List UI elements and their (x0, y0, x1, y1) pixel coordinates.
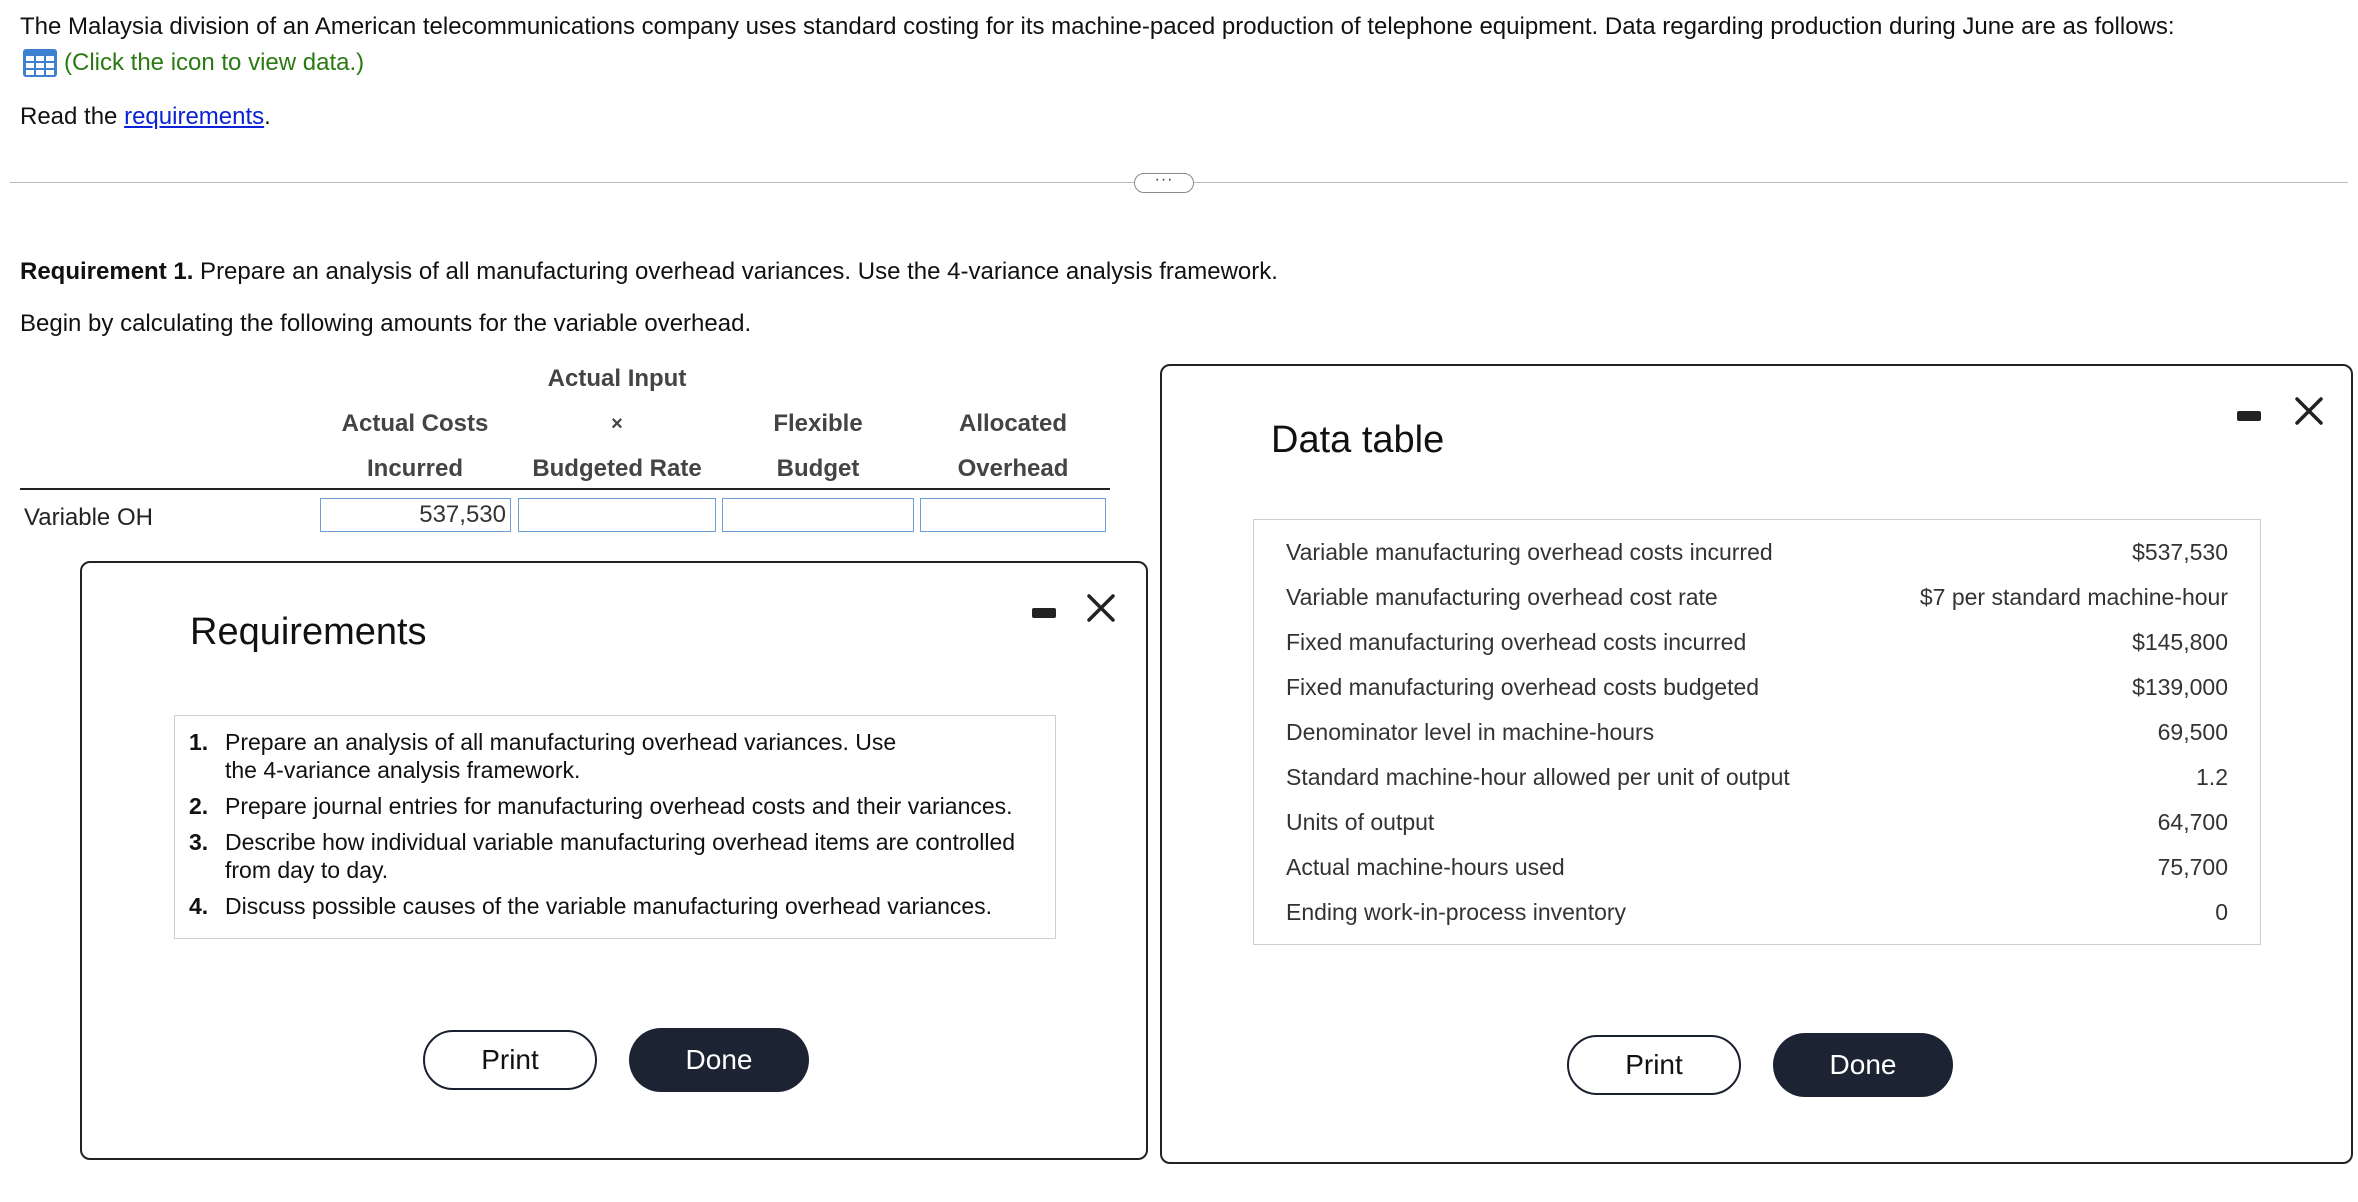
requirements-title: Requirements (190, 611, 427, 653)
header-actual-costs-1: Actual Costs (341, 410, 489, 437)
requirement-item (175, 728, 1055, 784)
data-label: Ending work-in-process inventory (1286, 899, 1627, 925)
data-table-title: Data table (1271, 419, 1445, 461)
requirements-print-button[interactable]: Print (423, 1030, 597, 1090)
data-label: Units of output (1286, 809, 1435, 835)
data-label: Denominator level in machine-hours (1286, 719, 1655, 745)
data-table-box (1253, 519, 2261, 945)
header-allocated-1: Allocated (958, 410, 1068, 437)
header-actual-input-2: × (611, 413, 623, 435)
data-value: $145,800 (2132, 629, 2228, 655)
data-value: 69,500 (2157, 719, 2228, 745)
data-value: $537,530 (2132, 539, 2228, 565)
view-data-text[interactable]: (Click the icon to view data.) (64, 49, 365, 76)
requirements-dialog (80, 561, 1148, 1160)
requirement-line-2: from day to day. (225, 857, 389, 883)
header-actual-input-1: Actual Input (547, 365, 687, 392)
header-flexible-2: Budget (776, 455, 860, 482)
data-label: Variable manufacturing overhead costs incurred (1286, 539, 1773, 565)
flexible-budget-input[interactable] (722, 498, 914, 532)
data-value: 1.2 (2196, 764, 2228, 790)
data-table-dialog (1160, 364, 2353, 1164)
requirement-line: Discuss possible causes of the variable manufacturing overhead variances. (225, 893, 993, 919)
requirement-item (175, 792, 1055, 820)
actual-input-budgeted-rate-input[interactable] (518, 498, 716, 532)
requirements-list (175, 728, 1055, 928)
data-row (1254, 755, 2260, 800)
requirement-line: Prepare journal entries for manufacturing overhead costs and their variances. (225, 793, 1013, 819)
data-row (1254, 710, 2260, 755)
close-icon[interactable] (2292, 394, 2326, 428)
data-value: 64,700 (2157, 809, 2228, 835)
header-allocated-2: Overhead (957, 455, 1069, 482)
table-header-rule (20, 488, 1110, 490)
requirement-num: 3. (189, 829, 209, 855)
requirement-line: Describe how individual variable manufacturing overhead items are controlled (225, 829, 1016, 855)
data-print-button[interactable]: Print (1567, 1035, 1741, 1095)
data-table-icon[interactable] (22, 48, 58, 78)
requirements-done-button[interactable]: Done (629, 1028, 809, 1092)
data-label: Fixed manufacturing overhead costs budgeted (1286, 674, 1760, 700)
requirement-num: 1. (189, 729, 209, 755)
requirement-line: Prepare an analysis of all manufacturing overhead variances. Use (225, 729, 897, 755)
expand-more-button[interactable]: ··· (1134, 173, 1194, 193)
requirement-num: 4. (189, 893, 209, 919)
data-row (1254, 845, 2260, 890)
data-value: 75,700 (2157, 854, 2228, 880)
data-label: Fixed manufacturing overhead costs incurred (1286, 629, 1747, 655)
begin-instruction: Begin by calculating the following amounts for the variable overhead. (20, 310, 752, 337)
requirements-link[interactable]: requirements (124, 103, 265, 130)
requirement-1-label: Requirement 1. (20, 258, 194, 285)
read-suffix: . (264, 103, 271, 130)
requirement-item (175, 892, 1055, 920)
view-data-link[interactable] (22, 46, 364, 80)
requirement-1-body: Prepare an analysis of all manufacturing overhead variances. Use the 4-variance analysis framework. (193, 258, 1278, 285)
minimize-icon[interactable] (2237, 411, 2261, 421)
data-value: $139,000 (2132, 674, 2228, 700)
requirement-line-2: the 4-variance analysis framework. (225, 757, 581, 783)
data-row (1254, 665, 2260, 710)
data-row (1254, 620, 2260, 665)
data-row (1254, 530, 2260, 575)
header-actual-costs-2: Incurred (366, 455, 464, 482)
data-value: $7 per standard machine-hour (1919, 584, 2228, 610)
allocated-overhead-input[interactable] (920, 498, 1106, 532)
data-row (1254, 890, 2260, 935)
read-prefix: Read the (20, 103, 125, 130)
close-icon[interactable] (1084, 591, 1118, 625)
data-row (1254, 800, 2260, 845)
requirement-1-text (20, 255, 1278, 289)
requirements-list-box (174, 715, 1056, 939)
data-label: Variable manufacturing overhead cost rate (1286, 584, 1718, 610)
intro-text: The Malaysia division of an American telecommunications company uses standard costing for its machine-paced production of telephone equipment. Data regarding production during June are as follows: (20, 13, 2175, 40)
requirement-item (175, 828, 1055, 884)
requirement-num: 2. (189, 793, 209, 819)
data-value: 0 (2215, 899, 2228, 925)
data-done-button[interactable]: Done (1773, 1033, 1953, 1097)
header-actual-input-3: Budgeted Rate (532, 455, 702, 482)
actual-costs-input[interactable] (320, 498, 511, 532)
variable-oh-label: Variable OH (24, 504, 153, 531)
data-row (1254, 575, 2260, 620)
data-label: Standard machine-hour allowed per unit of output (1286, 764, 1790, 790)
minimize-icon[interactable] (1032, 608, 1056, 618)
data-label: Actual machine-hours used (1286, 854, 1565, 880)
read-requirements (20, 100, 271, 134)
header-flexible-1: Flexible (773, 410, 863, 437)
